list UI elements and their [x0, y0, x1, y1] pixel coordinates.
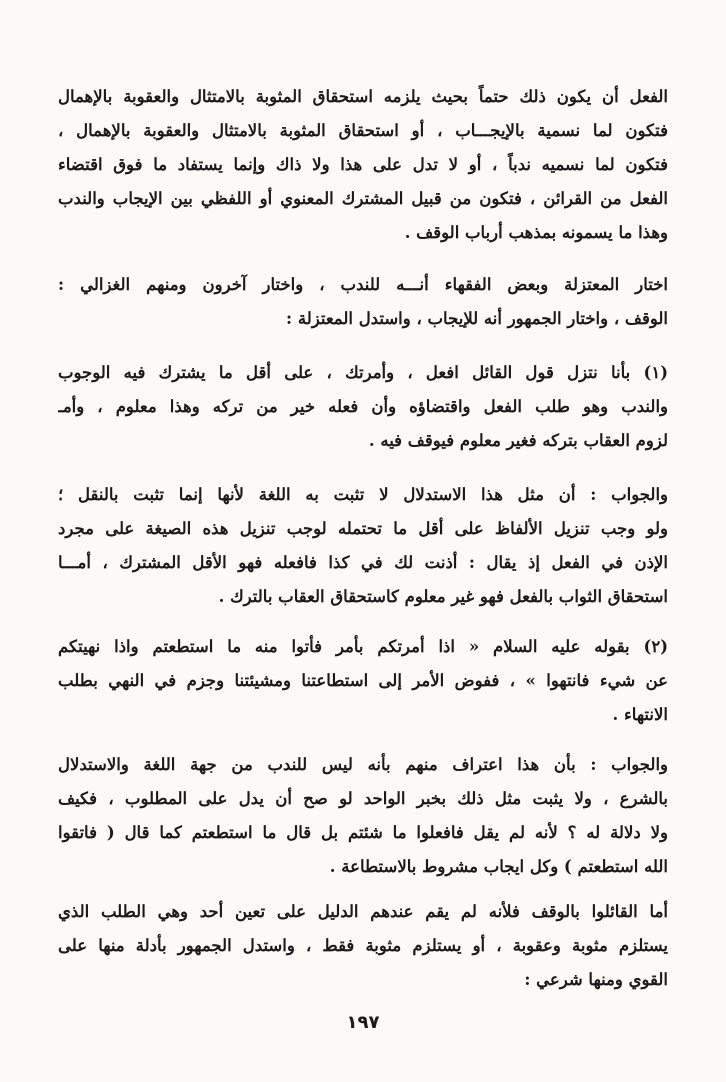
text-line: والجواب : أن مثل هذا الاستدلال لا تثبت به اللغة لأنها إنما تثبت بالنقل ؛	[58, 485, 668, 504]
paragraph-7	[58, 895, 668, 997]
text-line: اختار المعتزلة وبعض الفقهاء أنـــه للندب ، واختار آخرون ومنهم الغزالي :	[58, 275, 668, 294]
text-line: (٢) بقوله عليه السلام « اذا أمرتكم بأمر فأتوا منه ما استطعتم واذا نهيتكم	[58, 637, 668, 656]
text-line: (١) بأنا نتزل قول القائل افعل ، وأمرتك ، على أقل ما يشترك فيه الوجوب	[58, 363, 668, 382]
text-line: فتكون لما نسميه ندباً ، أو لا تدل على هذا ولا ذاك وإنما يستفاد ما فوق اقتضاء	[58, 155, 668, 174]
text-line: الوقف ، واختار الجمهور أنه للإيجاب ، واستدل المعتزلة :	[286, 309, 668, 328]
paragraph-2	[58, 268, 668, 336]
text-line: استحقاق الثواب بالفعل فهو غير معلوم كاستحقاق العقاب بالترك .	[218, 587, 668, 606]
text-line: ولو وجب تنزيل الألفاظ على أقل ما تحتمله لوجب تنزيل هذه الصيغة على مجرد	[58, 519, 668, 538]
text-line: والندب وهو طلب الفعل واقتضاؤه وأن فعله خير من تركه وهذا معلوم ، وأمـ	[58, 397, 668, 416]
text-line: لزوم العقاب بتركه فغير معلوم فيوقف فيه .	[368, 431, 668, 450]
text-line: القوي ومنها شرعي :	[524, 970, 668, 989]
text-line: بالشرع ، ولا يثبت مثل ذلك بخبر الواحد لو صح أن يدل على المطلوب ، فكيف	[58, 789, 668, 808]
text-line: عن شيء فانتهوا » ، ففوض الأمر إلى استطاعتنا ومشيئتنا وجزم في النهي بطلب	[58, 671, 668, 690]
text-line: الفعل من القرائن ، فتكون من قبيل المشترك المعنوي أو اللفظي بين الإيجاب والندب	[58, 189, 668, 208]
paragraph-1	[58, 80, 668, 250]
paragraph-6	[58, 748, 668, 884]
text-line: الله استطعتم ) وكل ايجاب مشروط بالاستطاعة .	[329, 857, 668, 876]
text-line: والجواب : بأن هذا اعتراف منهم بأنه ليس للندب من جهة اللغة والاستدلال	[58, 755, 668, 774]
text-line: الفعل أن يكون ذلك حتماً بحيث يلزمه استحقاق المثوبة بالامتثال والعقوبة بالإهمال	[58, 87, 668, 106]
text-line: وهذا ما يسمونه بمذهب أرباب الوقف .	[404, 223, 668, 242]
text-line: أما القائلوا بالوقف فلأنه لم يقم عندهم الدليل على تعين أحد وهي الطلب الذي	[58, 902, 668, 921]
paragraph-5	[58, 630, 668, 732]
paragraph-3	[58, 356, 668, 458]
text-line: الإذن في الفعل إذ يقال : أذنت لك في كذا فافعله فهو الأقل المشترك ، أمـــا	[58, 553, 668, 572]
page-number: ١٩٧	[346, 1012, 380, 1033]
text-line: فتكون لما نسمية بالإيجـــاب ، أو استحقاق المثوبة بالامتثال والعقوبة بالإهمال ،	[58, 121, 668, 140]
text-line: ولا دلالة له ؟ لأنه لم يقل فافعلوا ما شئتم بل قال ما استطعتم كما قال ( فاتقوا	[58, 823, 668, 842]
text-line: يستلزم مثوبة وعقوبة ، أو يستلزم مثوبة فقط ، واستدل الجمهور بأدلة منها على	[58, 936, 668, 955]
text-line: الانتهاء .	[612, 705, 668, 724]
paragraph-4	[58, 478, 668, 614]
